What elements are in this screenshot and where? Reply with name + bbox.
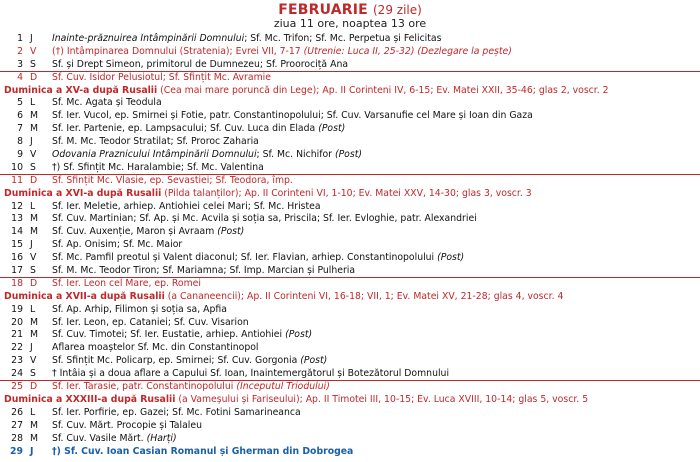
- sunday-text: Duminica a XVI-a după Rusalii (Pilda talanților); Ap. II Corinteni VI, 1-10; Ev. Matei XXV, 14-30; glas 3, voscr. 3: [4, 187, 532, 199]
- day-of-week: M: [30, 110, 39, 122]
- day-number: 25: [11, 381, 23, 393]
- day-row-3: [0, 59, 700, 72]
- day-number: 23: [11, 355, 23, 367]
- day-number: 24: [11, 368, 23, 380]
- day-row-29: [0, 446, 700, 459]
- day-number: 18: [11, 277, 23, 289]
- day-text: Sf. Sfințit Mc. Vlasie, ep. Sevastiei; Sf. Teodora, împ.: [52, 174, 293, 186]
- day-of-week: S: [30, 265, 36, 277]
- day-number: 29: [10, 445, 23, 457]
- day-number: 21: [11, 329, 23, 341]
- day-of-week: L: [30, 200, 36, 212]
- day-number: 3: [17, 58, 23, 70]
- sunday-heading-xxxiii: [0, 394, 700, 407]
- day-of-week: S: [30, 161, 36, 173]
- sunday-heading-xvii: [0, 291, 700, 304]
- day-number: 22: [11, 342, 23, 354]
- day-of-week: M: [30, 329, 39, 341]
- day-number: 27: [11, 419, 23, 431]
- day-text: Sf. Cuv. Auxenție, Maron și Avraam (Post): [52, 226, 245, 238]
- day-number: 4: [17, 71, 23, 83]
- day-text: Sf. Cuv. Mărt. Procopie și Talaleu: [52, 419, 202, 431]
- sunday-heading-xvi: [0, 188, 700, 201]
- day-of-week: L: [30, 406, 36, 418]
- month-days: (29 zile): [373, 3, 422, 17]
- day-row-11: [0, 175, 700, 188]
- day-of-week: S: [30, 368, 36, 380]
- day-number: 26: [11, 406, 23, 418]
- day-row-26: [0, 407, 700, 420]
- day-row-2: [0, 46, 700, 59]
- day-number: 16: [11, 252, 23, 264]
- day-night-info: ziua 11 ore, noaptea 13 ore: [273, 17, 427, 30]
- day-of-week: V: [30, 149, 37, 161]
- day-of-week: D: [30, 174, 38, 186]
- day-row-19: [0, 304, 700, 317]
- day-number: 5: [17, 97, 23, 109]
- day-of-week: M: [30, 419, 39, 431]
- month-title: FEBRUARIE: [278, 2, 368, 18]
- day-row-20: [0, 317, 700, 330]
- day-of-week: M: [30, 123, 39, 135]
- day-number: 7: [17, 123, 23, 135]
- day-number: 20: [11, 316, 23, 328]
- day-of-week: J: [30, 445, 34, 457]
- day-row-23: [0, 355, 700, 368]
- day-of-week: V: [30, 252, 37, 264]
- day-text: Sf. Mc. Agata și Teodula: [52, 97, 162, 109]
- day-row-25: [0, 381, 700, 394]
- day-row-16: [0, 252, 700, 265]
- day-row-5: [0, 97, 700, 110]
- day-text: Sf. Ier. Leon cel Mare, ep. Romei: [52, 277, 201, 289]
- day-of-week: J: [30, 342, 33, 354]
- day-row-24: [0, 368, 700, 381]
- day-of-week: M: [30, 432, 39, 444]
- day-row-17: [0, 265, 700, 278]
- day-row-8: [0, 136, 700, 149]
- day-text: (†) Întâmpinarea Domnului (Stratenia); Evrei VII, 7-17 (Utrenie: Luca II, 25-32) (Dezlegare la pește): [52, 45, 512, 57]
- day-number: 1: [17, 33, 23, 44]
- day-number: 10: [11, 161, 23, 173]
- day-of-week: J: [30, 239, 33, 251]
- day-number: 14: [11, 226, 23, 238]
- calendar-list: [0, 33, 700, 458]
- day-of-week: D: [30, 277, 38, 289]
- day-text: Sf. Ap. Arhip, Filimon și soția sa, Apfia: [52, 303, 227, 315]
- day-text: Sf. Sfințit Mc. Policarp, ep. Smirnei; Sf. Cuv. Gorgonia (Post): [52, 355, 328, 367]
- day-of-week: M: [30, 226, 39, 238]
- day-number: 8: [17, 136, 23, 148]
- day-text: †) Sf. Cuv. Ioan Casian Romanul și Gherman din Dobrogea: [52, 445, 354, 457]
- day-row-14: [0, 226, 700, 239]
- day-of-week: M: [30, 316, 39, 328]
- day-row-13: [0, 213, 700, 226]
- day-of-week: S: [30, 58, 36, 70]
- day-of-week: L: [30, 97, 36, 109]
- day-number: 9: [17, 149, 23, 161]
- day-text: Sf. Ier. Vucol, ep. Smirnei și Fotie, patr. Constantinopolului; Sf. Cuv. Varsanufie cel Mare și Ioan din Gaza: [52, 110, 533, 122]
- day-number: 13: [11, 213, 23, 225]
- day-text: Sf. Ier. Meletie, arhiep. Antiohiei celei Mari; Sf. Mc. Hristea: [52, 200, 321, 212]
- day-text: Sf. M. Mc. Teodor Tiron; Sf. Mariamna; Sf. Împ. Marcian și Pulheria: [52, 265, 356, 277]
- day-text: Sf. Cuv. Martinian; Sf. Ap. și Mc. Acvila și soția sa, Priscila; Sf. Ier. Evloghie, patr. Alexandriei: [52, 213, 477, 225]
- day-of-week: D: [30, 71, 38, 83]
- day-row-27: [0, 420, 700, 433]
- day-row-1: [0, 33, 700, 46]
- day-number: 19: [11, 303, 23, 315]
- day-row-10: [0, 162, 700, 175]
- day-text: † Întâia și a doua aflare a Capului Sf. Ioan, Înaintemergătorul și Botezătorul Domnului: [52, 368, 450, 380]
- sunday-text: Duminica a XVII-a după Rusalii (a Cananeencii); Ap. II Corinteni VI, 16-18; VII, 1; Ev. Matei XV, 21-28; glas 4, voscr. 4: [4, 290, 564, 302]
- day-row-21: [0, 329, 700, 342]
- sunday-text: Duminica a XXXIII-a după Rusalii (a Vameșului și Fariseului); Ap. II Timotei III, 10-15; Ev. Luca XVIII, 10-14; glas 5, voscr. 5: [4, 393, 589, 405]
- day-row-18: [0, 278, 700, 291]
- day-of-week: J: [30, 33, 33, 44]
- day-row-15: [0, 239, 700, 252]
- day-row-28: [0, 433, 700, 446]
- day-of-week: V: [30, 355, 37, 367]
- sunday-heading-xv: [0, 85, 700, 98]
- sunday-text: Duminica a XV-a după Rusalii (Cea mai mare poruncă din Lege); Ap. II Corinteni IV, 6-15; Ev. Matei XXII, 35-46; glas 2, voscr. 2: [4, 84, 609, 96]
- day-of-week: J: [30, 136, 33, 148]
- day-of-week: M: [30, 213, 39, 225]
- day-text: Sf. Ier. Partenie, ep. Lampsacului; Sf. Cuv. Luca din Elada (Post): [52, 123, 346, 135]
- day-number: 11: [11, 174, 23, 186]
- day-text: Sf. M. Mc. Teodor Stratilat; Sf. Proroc Zaharia: [52, 136, 259, 148]
- day-text: Sf. Ier. Leon, ep. Cataniei; Sf. Cuv. Visarion: [52, 316, 249, 328]
- day-row-6: [0, 110, 700, 123]
- day-text: Sf. Mc. Pamfil preotul și Valent diaconul; Sf. Ier. Flavian, arhiep. Constantinopolului (Post): [52, 252, 465, 264]
- day-of-week: V: [30, 45, 37, 57]
- calendar-header: [0, 0, 700, 31]
- day-of-week: D: [30, 381, 38, 393]
- day-text: Sf. Ier. Tarasie, patr. Constantinopolului (Începutul Triodului): [52, 381, 330, 393]
- day-text: Sf. Ap. Onisim; Sf. Mc. Maior: [52, 239, 183, 251]
- day-row-4: [0, 72, 700, 85]
- day-text: Odovania Praznicului Întâmpinării Domnului; Sf. Mc. Nichifor (Post): [52, 149, 362, 161]
- day-row-22: [0, 342, 700, 355]
- day-text: Aflarea moaștelor Sf. Mc. din Constantinopol: [52, 342, 259, 354]
- day-number: 28: [11, 432, 23, 444]
- day-text: †) Sf. Sfințit Mc. Haralambie; Sf. Mc. Valentina: [52, 161, 264, 173]
- day-of-week: L: [30, 303, 36, 315]
- day-number: 17: [11, 265, 23, 277]
- day-number: 15: [11, 239, 23, 251]
- day-number: 12: [11, 200, 23, 212]
- day-text: Sf. și Drept Simeon, primitorul de Dumnezeu; Sf. Proorociță Ana: [52, 58, 349, 70]
- day-row-12: [0, 201, 700, 214]
- day-text: Sf. Ier. Porfirie, ep. Gazei; Sf. Mc. Fotini Samarineanca: [52, 406, 301, 418]
- day-number: 6: [17, 110, 23, 122]
- day-text: Sf. Cuv. Timotei; Sf. Ier. Eustatie, arhiep. Antiohiei (Post): [52, 329, 313, 341]
- day-text: Înainte-prăznuirea Întâmpinării Domnului; Sf. Mc. Trifon; Sf. Mc. Perpetua și Felicitas: [52, 33, 442, 44]
- day-row-9: [0, 149, 700, 162]
- day-row-7: [0, 123, 700, 136]
- day-text: Sf. Cuv. Vasile Mărt. (Harți): [52, 432, 177, 444]
- day-number: 2: [17, 45, 23, 57]
- day-text: Sf. Cuv. Isidor Pelusiotul; Sf. Sfințit Mc. Avramie: [52, 71, 271, 83]
